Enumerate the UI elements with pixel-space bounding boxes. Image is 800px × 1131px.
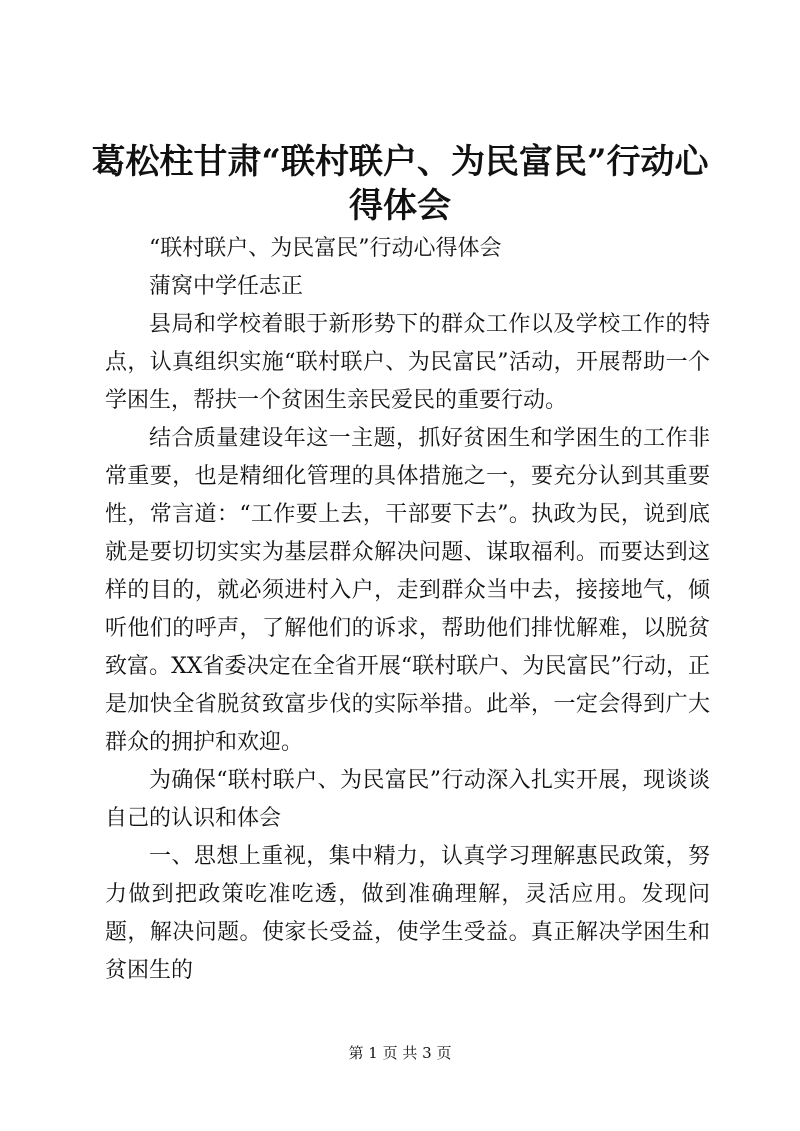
page-footer: 第 1 页 共 3 页 <box>348 1044 452 1062</box>
document-body <box>105 230 710 990</box>
body-paragraph-4: 一、思想上重视，集中精力，认真学习理解惠民政策，努力做到把政策吃准吃透，做到准确理解，灵活应用。发现问题，解决问题。使家长受益，使学生受益。真正解决学困生和贫困生的 <box>105 844 710 983</box>
body-paragraph-1: 县局和学校着眼于新形势下的群众工作以及学校工作的特点，认真组织实施“联村联户、为民富民”活动，开展帮助一个学困生，帮扶一个贫困生亲民爱民的重要行动。 <box>105 312 710 413</box>
document-title: 葛松柱甘肃“联村联户、为民富民”行动心得体会 <box>91 142 709 226</box>
body-paragraph-2: 结合质量建设年这一主题，抓好贫困生和学困生的工作非常重要，也是精细化管理的具体措施之一，要充分认到其重要性，常言道：“工作要上去，干部要下去”。执政为民，说到底就是要切切实实为基层群众解决问题、谋取福利。而要达到这样的目的，就必须进村入户，走到群众当中去，接接地气，倾听他们的呼声，了解他们的诉求，帮助他们排忧解难，以脱贫致富。XX省委决定在全省开展“联村联户、为民富民”行动，正是加快全省脱贫致富步伐的实际举措。此举，一定会得到广大群众的拥护和欢迎。 <box>105 426 710 755</box>
author-paragraph: 蒲窝中学任志正 <box>149 274 304 299</box>
body-paragraph-3: 为确保“联村联户、为民富民”行动深入扎实开展，现谈谈自己的认识和体会 <box>105 768 710 831</box>
subtitle-paragraph: “联村联户、为民富民”行动心得体会 <box>149 236 502 261</box>
